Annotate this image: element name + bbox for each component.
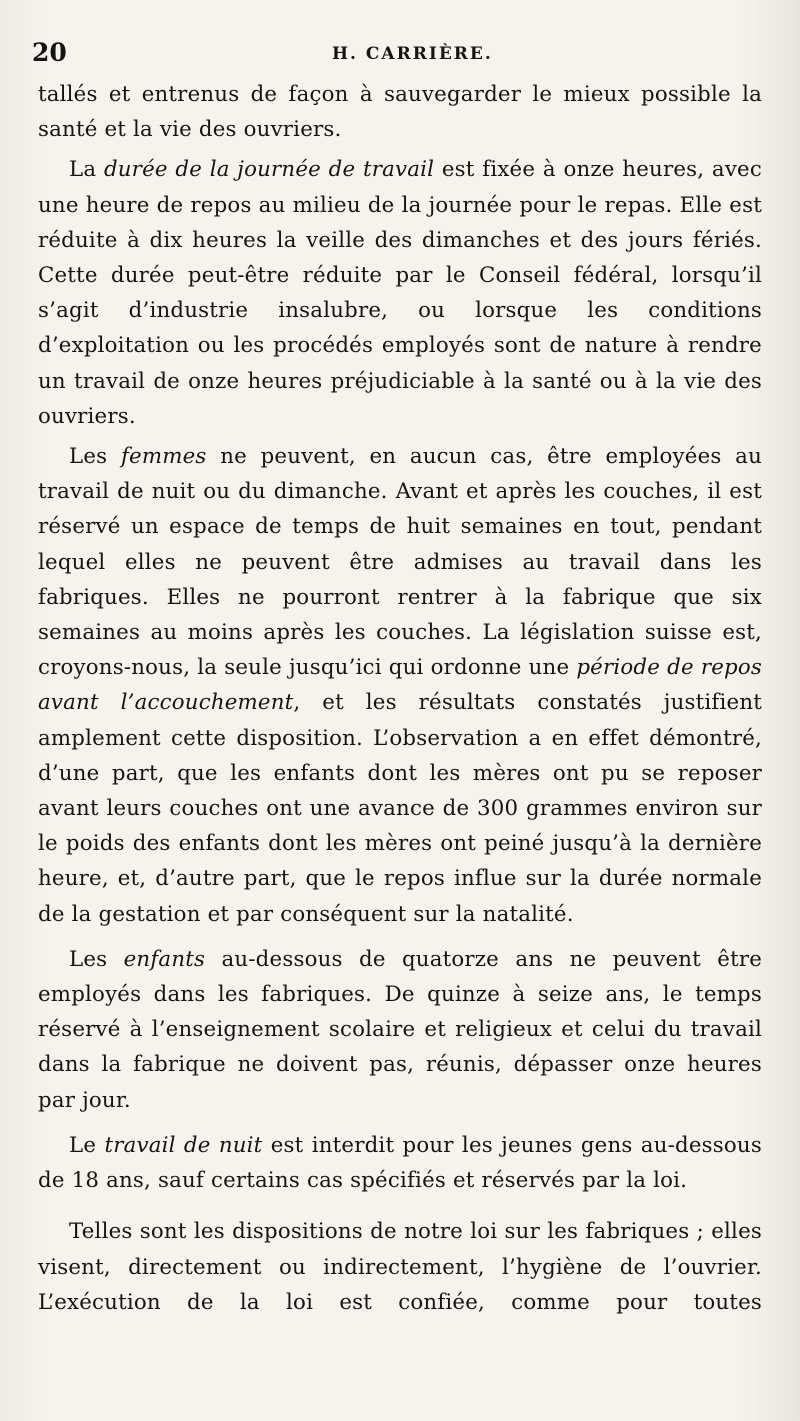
text-run: est interdit pour les jeunes gens au-dessous de 18 ans, sauf certains cas spécifiés et réservés par la loi. xyxy=(38,1132,762,1194)
text-run: , et les résultats constatés justifient amplement cette disposition. L’observation a en effet démontré, d’une part, que les enfants dont les mères ont pu se reposer avant leurs couches ont une avance de 300 grammes environ sur le poids des enfants dont les mères ont peiné jusqu’à la dernière heure, et, d’autre part, que le repos influe sur la durée normale de la gestation et par conséquent sur la natalité. xyxy=(38,690,762,927)
text-run: au-dessous de quatorze ans ne peuvent être employés dans les fabriques. De quinze à seize ans, le temps réservé à l’enseignement scolaire et religieux et celui du travail dans la fabrique ne doivent pas, réunis, dépasser onze heures par jour. xyxy=(38,946,763,1113)
text-run: ne peuvent, en aucun cas, être employées au travail de nuit ou du dimanche. Avant et après les couches, il est réservé un espace de temps de huit semaines en tout, pendant lequel elles ne peuvent être admises au travail dans les fabriques. Elles ne pourront rentrer à la fabrique que six semaines au moins après les couches. La législation suisse est, croyons-nous, la seule jusqu’ici qui ordonne une xyxy=(38,444,762,681)
paragraph-children xyxy=(38,942,762,1118)
paragraph-continuation xyxy=(38,77,762,147)
text-run: Les xyxy=(69,444,121,470)
paragraph-women xyxy=(38,439,762,932)
text-run: La xyxy=(69,157,104,183)
text-run: Les xyxy=(69,946,124,972)
emphasis-enfants: enfants xyxy=(123,946,206,972)
paragraph-working-hours xyxy=(38,152,762,434)
emphasis-duree: durée de la journée de travail xyxy=(103,157,435,183)
text-run: Le xyxy=(69,1132,105,1158)
emphasis-periode-repos: période de repos avant l’accouchement xyxy=(38,655,762,716)
emphasis-femmes: femmes xyxy=(120,444,207,470)
page-header xyxy=(32,38,772,68)
body-text xyxy=(38,77,762,1320)
page-number: 20 xyxy=(32,38,67,67)
text-run: est fixée à onze heures, avec une heure de repos au milieu de la journée pour le repas. Elle est réduite à dix heures la veille des dimanches et des jours fériés. Cette durée peut-être réduite par le Conseil fédéral, lorsqu’il s’agit d’industrie insalubre, ou lorsque les conditions d’exploitation ou les procédés employés sont de nature à rendre un travail de onze heures préjudiciable à la santé ou à la vie des ouvriers. xyxy=(38,157,762,429)
running-head: H. CARRIÈRE. xyxy=(332,44,493,64)
emphasis-travail-nuit: travail de nuit xyxy=(104,1132,263,1158)
text-run: Telles sont les dispositions de notre loi sur les fabriques ; elles visent, directement ou indirectement, l’hygiène de l’ouvrier. L’exécution de la loi est confiée, comme pour toutes xyxy=(38,1219,762,1315)
paragraph-dispositions xyxy=(38,1214,762,1320)
paragraph-night-work xyxy=(38,1128,762,1198)
text-run: tallés et entrenus de façon à sauvegarder le mieux possible la santé et la vie des ouvriers. xyxy=(38,82,762,143)
